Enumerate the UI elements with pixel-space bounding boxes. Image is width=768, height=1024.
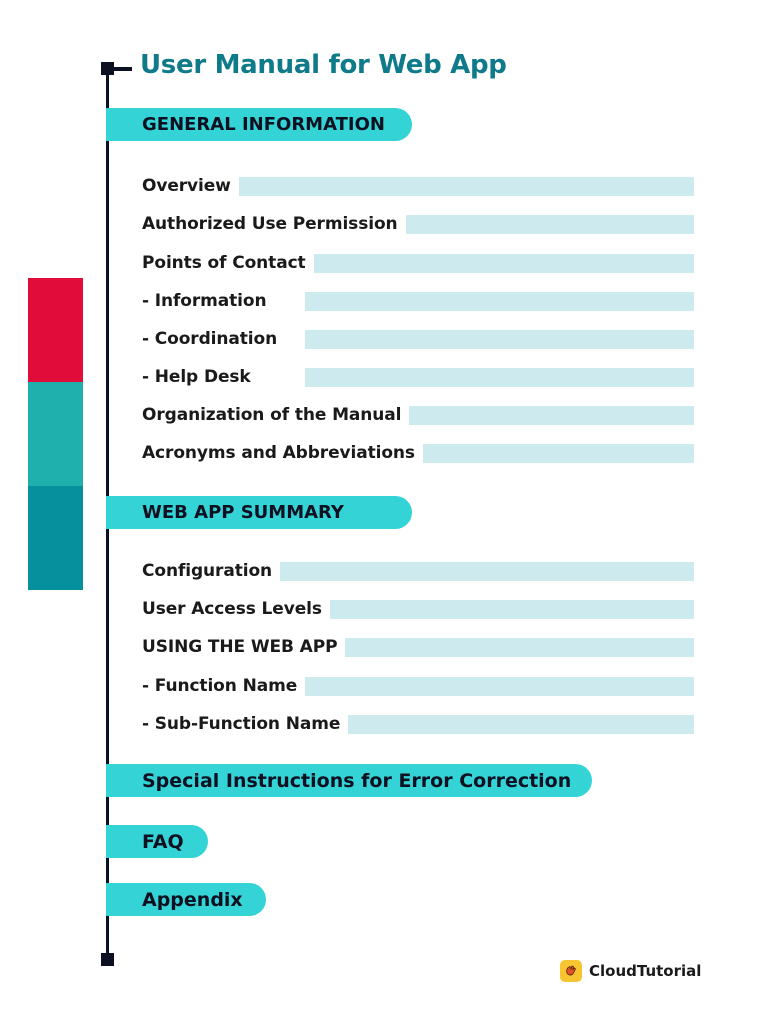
toc-item-authorized-use-permission [142,213,694,235]
toc-item-organization-of-the-manual [142,404,694,426]
toc-item-coordination [142,328,694,350]
accent-strip-teal [28,382,83,486]
section-heading-faq [106,825,208,858]
timeline-end-marker [101,953,114,966]
toc-fill-bar [305,330,694,349]
toc-fill-bar [406,215,694,234]
section-heading-label: Special Instructions for Error Correction [142,769,572,792]
section-heading-label: WEB APP SUMMARY [142,502,344,523]
section-heading-appendix [106,883,266,916]
toc-item-label: Points of Contact [142,253,306,273]
section-heading-special-instructions [106,764,592,797]
toc-fill-bar [409,406,694,425]
section-heading-general-information [106,108,412,141]
toc-item-function-name [142,675,694,697]
brand-name: CloudTutorial [589,962,702,980]
toc-fill-bar [348,715,694,734]
toc-fill-bar [305,677,694,696]
accent-strip-red [28,278,83,382]
toc-item-using-the-web-app [142,636,694,658]
toc-fill-bar [305,292,694,311]
toc-item-label: USING THE WEB APP [142,637,338,657]
section-heading-label: Appendix [142,888,243,911]
toc-item-sub-function-name [142,713,694,735]
toc-item-label: - Information [142,291,267,311]
toc-item-information [142,290,694,312]
toc-item-label: - Function Name [142,676,298,696]
toc-fill-bar [280,562,694,581]
toc-item-configuration [142,560,694,582]
toc-item-label: - Sub-Function Name [142,714,341,734]
toc-item-user-access-levels [142,598,694,620]
toc-item-label: Configuration [142,561,273,581]
toc-item-label: User Access Levels [142,599,322,619]
toc-fill-bar [305,368,694,387]
section-heading-web-app-summary [106,496,412,529]
toc-item-label: - Help Desk [142,367,251,387]
section-heading-label: GENERAL INFORMATION [142,114,385,135]
toc-item-points-of-contact [142,252,694,274]
toc-item-overview [142,175,694,197]
toc-fill-bar [345,638,694,657]
toc-fill-bar [239,177,694,196]
toc-item-label: - Coordination [142,329,278,349]
toc-item-label: Organization of the Manual [142,405,402,425]
toc-item-label: Authorized Use Permission [142,214,398,234]
hand-wave-icon [560,960,582,982]
toc-item-label: Overview [142,176,231,196]
accent-strip-dark-teal [28,486,83,590]
page-title: User Manual for Web App [140,50,507,80]
toc-fill-bar [330,600,694,619]
toc-fill-bar [423,444,694,463]
brand-logo [560,960,701,982]
timeline-title-connector [112,67,132,71]
toc-item-label: Acronyms and Abbreviations [142,443,415,463]
toc-item-acronyms-and-abbreviations [142,442,694,464]
toc-fill-bar [314,254,694,273]
section-heading-label: FAQ [142,830,184,853]
toc-item-help-desk [142,366,694,388]
